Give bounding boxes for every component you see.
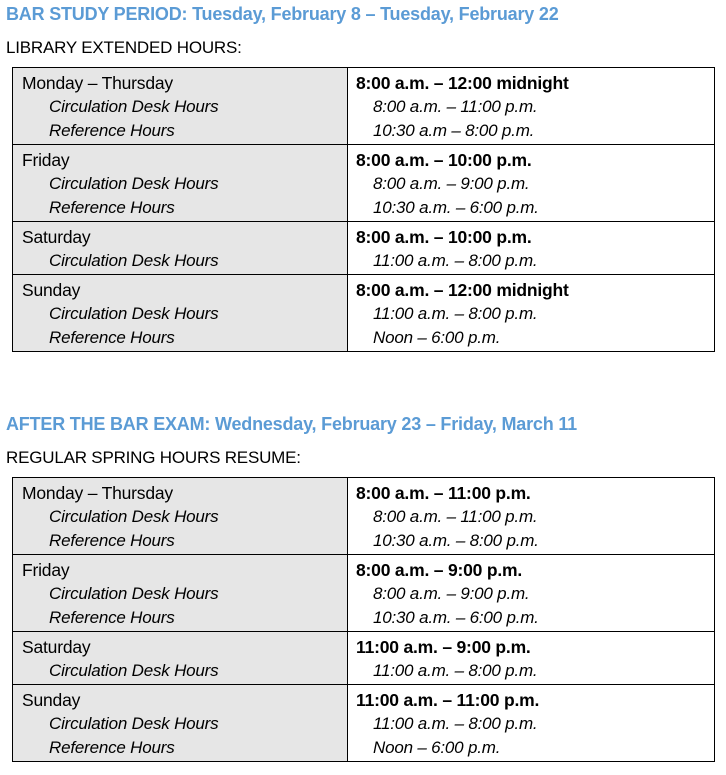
service-hours: 10:30 a.m. – 6:00 p.m. xyxy=(373,198,539,217)
service-label: Reference Hours xyxy=(49,608,175,627)
section-heading: AFTER THE BAR EXAM: Wednesday, February 23 – Friday, March 11 xyxy=(6,414,577,434)
library-hours: 8:00 a.m. – 12:00 midnight xyxy=(356,280,569,300)
schedule-row xyxy=(13,222,715,275)
service-label: Circulation Desk Hours xyxy=(49,507,219,526)
day-cell xyxy=(13,275,348,352)
service-label: Circulation Desk Hours xyxy=(49,304,219,323)
library-hours: 11:00 a.m. – 9:00 p.m. xyxy=(356,637,531,657)
library-hours: 8:00 a.m. – 10:00 p.m. xyxy=(356,150,532,170)
service-hours: 8:00 a.m. – 9:00 p.m. xyxy=(373,584,530,603)
section-subheading: REGULAR SPRING HOURS RESUME: xyxy=(6,448,301,467)
service-label: Reference Hours xyxy=(49,121,175,140)
service-label: Circulation Desk Hours xyxy=(49,174,219,193)
service-label: Circulation Desk Hours xyxy=(49,661,219,680)
section-heading: BAR STUDY PERIOD: Tuesday, February 8 – Tuesday, February 22 xyxy=(6,4,559,24)
library-hours: 8:00 a.m. – 10:00 p.m. xyxy=(356,227,532,247)
day-label: Friday xyxy=(22,560,70,580)
service-label: Circulation Desk Hours xyxy=(49,251,219,270)
service-label: Reference Hours xyxy=(49,738,175,757)
service-label: Circulation Desk Hours xyxy=(49,584,219,603)
day-cell xyxy=(13,555,348,632)
schedule-row xyxy=(13,68,715,145)
hours-cell xyxy=(348,68,715,145)
day-label: Monday – Thursday xyxy=(22,483,173,503)
service-label: Reference Hours xyxy=(49,198,175,217)
service-label: Reference Hours xyxy=(49,531,175,550)
service-hours: 11:00 a.m. – 8:00 p.m. xyxy=(373,304,538,323)
service-label: Reference Hours xyxy=(49,328,175,347)
schedule-row xyxy=(13,685,715,762)
library-hours: 11:00 a.m. – 11:00 p.m. xyxy=(356,690,540,710)
service-hours: 11:00 a.m. – 8:00 p.m. xyxy=(373,661,538,680)
hours-cell xyxy=(348,222,715,275)
service-hours: 10:30 a.m. – 8:00 p.m. xyxy=(373,531,539,550)
hours-cell xyxy=(348,478,715,555)
hours-cell xyxy=(348,555,715,632)
day-label: Saturday xyxy=(22,637,91,657)
day-label: Friday xyxy=(22,150,70,170)
day-label: Sunday xyxy=(22,280,81,300)
service-hours: 8:00 a.m. – 9:00 p.m. xyxy=(373,174,530,193)
day-label: Monday – Thursday xyxy=(22,73,173,93)
day-cell xyxy=(13,145,348,222)
library-hours: 8:00 a.m. – 9:00 p.m. xyxy=(356,560,523,580)
schedule-row xyxy=(13,632,715,685)
day-cell xyxy=(13,222,348,275)
schedule-row xyxy=(13,555,715,632)
section-subheading: LIBRARY EXTENDED HOURS: xyxy=(6,38,242,57)
day-label: Sunday xyxy=(22,690,81,710)
hours-cell xyxy=(348,275,715,352)
library-hours: 8:00 a.m. – 12:00 midnight xyxy=(356,73,569,93)
hours-table-body xyxy=(13,68,715,352)
service-label: Circulation Desk Hours xyxy=(49,97,219,116)
hours-cell xyxy=(348,685,715,762)
day-label: Saturday xyxy=(22,227,91,247)
service-hours: Noon – 6:00 p.m. xyxy=(373,328,501,347)
service-hours: 8:00 a.m. – 11:00 p.m. xyxy=(373,507,538,526)
service-hours: 11:00 a.m. – 8:00 p.m. xyxy=(373,251,538,270)
hours-cell xyxy=(348,145,715,222)
day-cell xyxy=(13,478,348,555)
service-label: Circulation Desk Hours xyxy=(49,714,219,733)
day-cell xyxy=(13,632,348,685)
service-hours: 10:30 a.m – 8:00 p.m. xyxy=(373,121,535,140)
hours-table xyxy=(12,67,715,352)
schedule-row xyxy=(13,275,715,352)
day-cell xyxy=(13,685,348,762)
service-hours: 11:00 a.m. – 8:00 p.m. xyxy=(373,714,538,733)
service-hours: 10:30 a.m. – 6:00 p.m. xyxy=(373,608,539,627)
hours-cell xyxy=(348,632,715,685)
service-hours: Noon – 6:00 p.m. xyxy=(373,738,501,757)
schedule-row xyxy=(13,145,715,222)
hours-table-body xyxy=(13,478,715,762)
service-hours: 8:00 a.m. – 11:00 p.m. xyxy=(373,97,538,116)
schedule-row xyxy=(13,478,715,555)
hours-table xyxy=(12,477,715,762)
library-hours: 8:00 a.m. – 11:00 p.m. xyxy=(356,483,531,503)
day-cell xyxy=(13,68,348,145)
